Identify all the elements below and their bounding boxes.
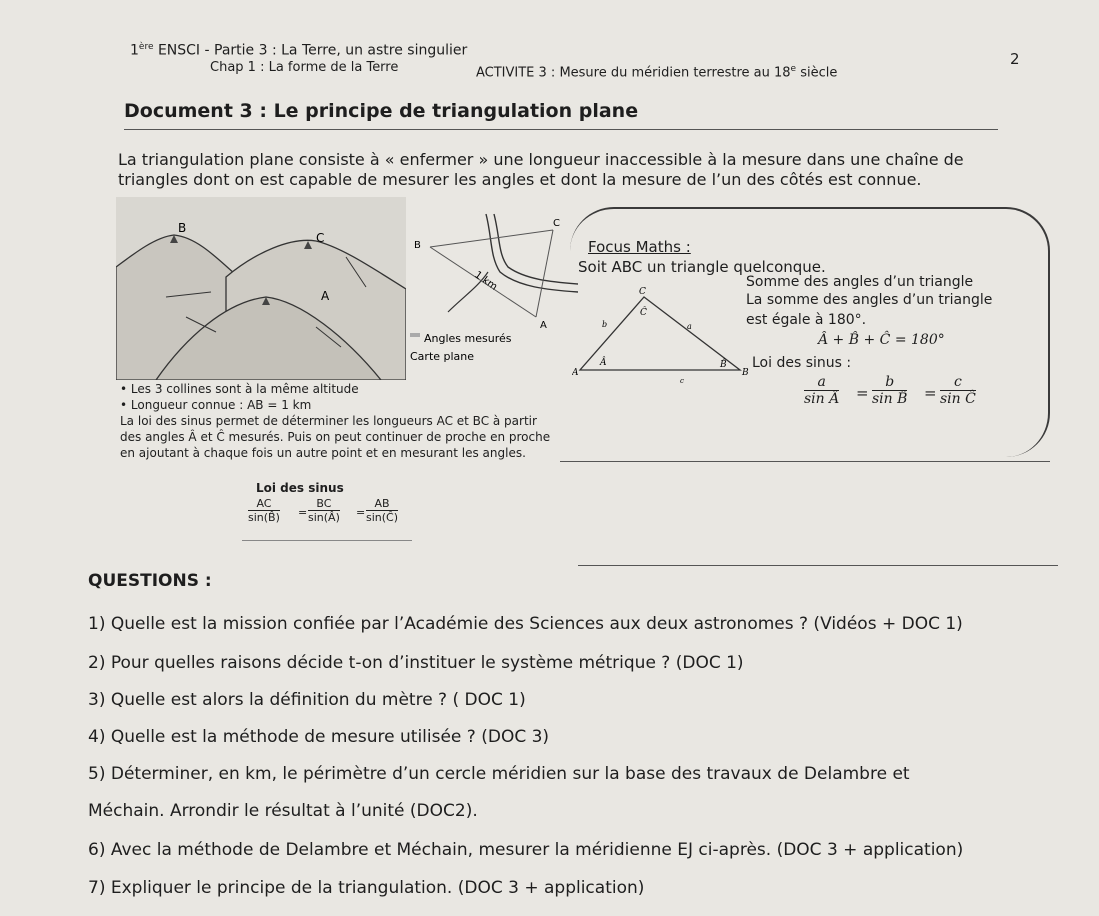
loi-eq-2: = <box>356 506 366 519</box>
map-legend-angles: Angles mesurés <box>424 332 512 345</box>
loi-box-bottom <box>242 540 412 541</box>
hills-drawing <box>116 197 406 380</box>
map-label-km: 1 km <box>472 269 500 293</box>
document-title: Document 3 : Le principe de triangulation plane <box>124 100 639 122</box>
question-5-line-2: Méchain. Arrondir le résultat à l’unité (DOC2). <box>88 801 478 821</box>
map-legend-carte: Carte plane <box>410 350 475 363</box>
hill-label-a: A <box>321 289 330 303</box>
activity-label: ACTIVITE 3 : Mesure du méridien terrestre au 18e siècle <box>476 64 838 81</box>
hill-label-b: B <box>178 221 187 235</box>
course-header: 1ère ENSCI - Partie 3 : La Terre, un astre singulier <box>130 42 468 59</box>
question-2: 2) Pour quelles raisons décide t-on d’instituer le système métrique ? (DOC 1) <box>88 653 744 673</box>
bullet-altitude: • Les 3 collines sont à la même altitude <box>120 382 359 396</box>
tri-side-c: c <box>680 377 684 385</box>
hill-label-c: C <box>316 231 325 245</box>
hills-illustration <box>116 197 406 380</box>
page-number: 2 <box>1010 50 1020 68</box>
focus-line-2: Somme des angles d’un triangle <box>746 274 974 290</box>
loi-frac-ab: $\frac{AB}{\sin(Ĉ)}$ <box>366 497 399 524</box>
tri-vertex-c: C <box>639 287 646 297</box>
separator-line <box>578 565 1058 566</box>
tri-angle-c: Ĉ <box>640 308 647 318</box>
focus-line-5: Loi des sinus : <box>752 355 852 371</box>
question-1: 1) Quelle est la mission confiée par l’Académie des Sciences aux deux astronomes ? (Vidéos + DOC 1) <box>88 614 963 634</box>
loi-eq-1: = <box>298 506 308 519</box>
sinus-explanation-2: des angles Â et Ĉ mesurés. Puis on peut continuer de proche en proche <box>120 430 551 444</box>
tri-angle-a: Â <box>600 358 607 368</box>
title-underline <box>124 129 998 130</box>
focus-frac-b: $\frac{b}{\text{sin B̂}}$ <box>872 374 908 407</box>
chapter-label: Chap 1 : La forme de la Terre <box>210 60 399 75</box>
focus-eq-sign-1: = <box>856 384 869 402</box>
bullet-length: • Longueur connue : AB = 1 km <box>120 398 312 412</box>
sinus-explanation-3: en ajoutant à chaque fois un autre point et en mesurant les angles. <box>120 446 526 460</box>
question-3: 3) Quelle est alors la définition du mètre ? ( DOC 1) <box>88 690 526 710</box>
angle-sum-equation: Â + B̂ + Ĉ = 180° <box>818 332 945 348</box>
loi-sinus-title: Loi des sinus <box>256 481 344 495</box>
map-label-c: C <box>553 218 560 229</box>
focus-eq-sign-2: = <box>924 384 937 402</box>
focus-line-3: La somme des angles d’un triangle <box>746 292 993 308</box>
tri-vertex-a: A <box>572 368 579 378</box>
legend-swatch <box>410 333 420 337</box>
map-label-a: A <box>540 320 547 331</box>
focus-line-4: est égale à 180°. <box>746 312 867 328</box>
focus-frac-c: $\frac{c}{\text{sin Ĉ}}$ <box>940 374 976 407</box>
tri-angle-b: B̂ <box>720 360 727 370</box>
loi-frac-ac: $\frac{AC}{\sin(B̂)}$ <box>248 497 280 524</box>
focus-line-1: Soit ABC un triangle quelconque. <box>578 258 826 276</box>
focus-frac-a: $\frac{a}{\text{sin Â}}$ <box>804 374 840 407</box>
loi-frac-bc: $\frac{BC}{\sin(Â)}$ <box>308 497 340 524</box>
tri-side-b: b <box>602 320 608 329</box>
intro-line-2: triangles dont on est capable de mesurer les angles et dont la mesure de l’un des côtés est connue. <box>118 170 922 189</box>
question-4: 4) Quelle est la méthode de mesure utilisée ? (DOC 3) <box>88 727 550 747</box>
questions-heading: QUESTIONS : <box>88 571 212 591</box>
flat-map-illustration <box>408 212 578 372</box>
flat-map-drawing <box>408 212 578 372</box>
map-label-b: B <box>414 240 421 251</box>
question-6: 6) Avec la méthode de Delambre et Méchain, mesurer la méridienne EJ ci-après. (DOC 3 + application) <box>88 840 964 860</box>
intro-line-1: La triangulation plane consiste à « enfermer » une longueur inaccessible à la mesure dans une chaîne de <box>118 150 964 169</box>
focus-bottom-line <box>560 461 1050 462</box>
question-7: 7) Expliquer le principe de la triangulation. (DOC 3 + application) <box>88 878 645 898</box>
focus-title: Focus Maths : <box>588 238 691 256</box>
triangle-diagram <box>572 285 752 390</box>
tri-side-a: a <box>687 322 692 331</box>
sinus-explanation-1: La loi des sinus permet de déterminer les longueurs AC et BC à partir <box>120 414 537 428</box>
tri-vertex-b: B <box>742 368 749 378</box>
question-5-line-1: 5) Déterminer, en km, le périmètre d’un cercle méridien sur la base des travaux de Delambre et <box>88 764 910 784</box>
